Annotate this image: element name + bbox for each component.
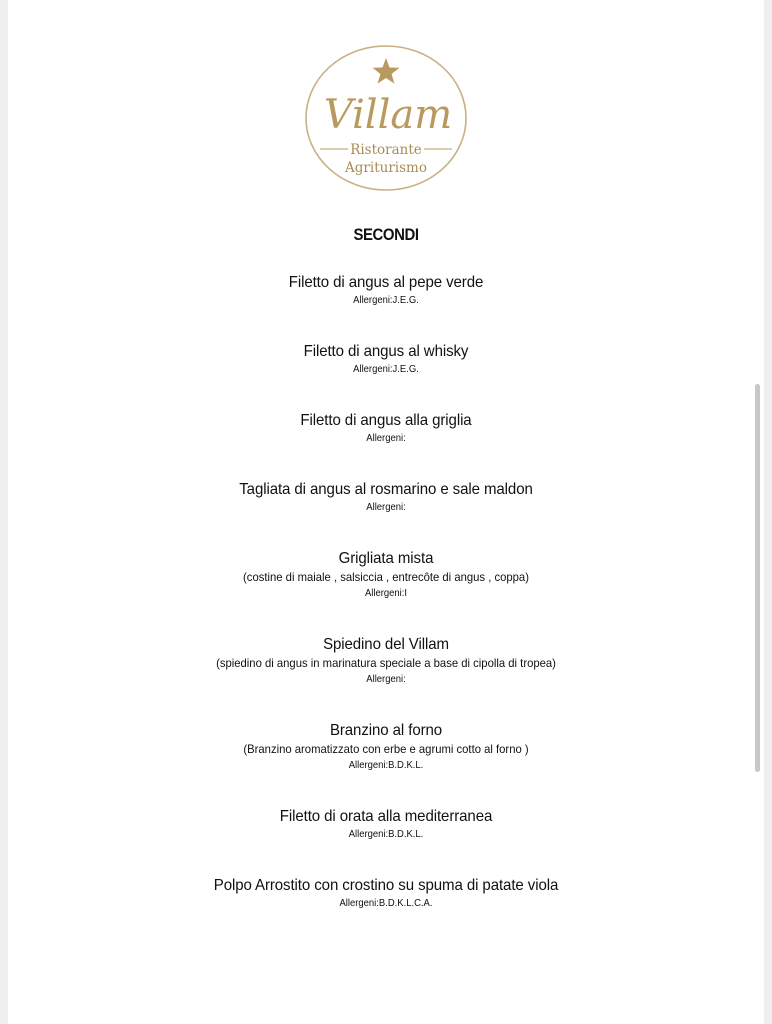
dish-allergens: Allergeni:I (364, 587, 408, 599)
dish-allergens: Allergeni:B.D.K.L. (348, 828, 424, 840)
menu-item (8, 635, 764, 686)
logo-line1: Ristorante (350, 142, 422, 158)
dish-allergens: Allergeni:B.D.K.L. (348, 759, 424, 771)
dish-name: Tagliata di angus al rosmarino e sale maldon (239, 481, 533, 498)
dish-name: Filetto di orata alla mediterranea (279, 808, 493, 825)
dish-name: Filetto di angus alla griglia (300, 412, 472, 429)
menu-page (8, 0, 764, 1024)
dish-description: (spiedino di angus in marinatura speciale a base di cipolla di tropea) (216, 656, 556, 670)
dish-allergens: Allergeni: (366, 673, 406, 685)
menu-item (8, 807, 764, 841)
dish-allergens: Allergeni:J.E.G. (353, 363, 419, 375)
dish-allergens: Allergeni: (366, 501, 406, 513)
dish-name: Branzino al forno (329, 722, 443, 739)
menu-item (8, 549, 764, 600)
dish-name: Grigliata mista (338, 550, 434, 567)
dish-name: Filetto di angus al whisky (303, 343, 469, 360)
menu-item (8, 342, 764, 376)
menu-item (8, 876, 764, 910)
dish-allergens: Allergeni:J.E.G. (353, 294, 419, 306)
menu-item (8, 273, 764, 307)
dish-allergens: Allergeni: (366, 432, 406, 444)
dish-name: Filetto di angus al pepe verde (288, 274, 484, 291)
menu-item (8, 721, 764, 772)
restaurant-logo (304, 44, 468, 192)
dish-allergens: Allergeni:B.D.K.L.C.A. (339, 897, 433, 909)
menu-item (8, 480, 764, 514)
menu-item (8, 411, 764, 445)
dish-description: (costine di maiale , salsiccia , entrecôte di angus , coppa) (243, 570, 529, 584)
logo-name: Villam (323, 92, 453, 138)
logo-line2: Agriturismo (345, 160, 427, 176)
vertical-scrollbar[interactable] (755, 384, 760, 772)
dish-name: Polpo Arrostito con crostino su spuma di patate viola (213, 877, 559, 894)
star-icon (373, 58, 400, 84)
dish-description: (Branzino aromatizzato con erbe e agrumi cotto al forno ) (243, 742, 529, 756)
dish-name: Spiedino del Villam (323, 636, 449, 653)
section-title: SECONDI (353, 225, 419, 244)
